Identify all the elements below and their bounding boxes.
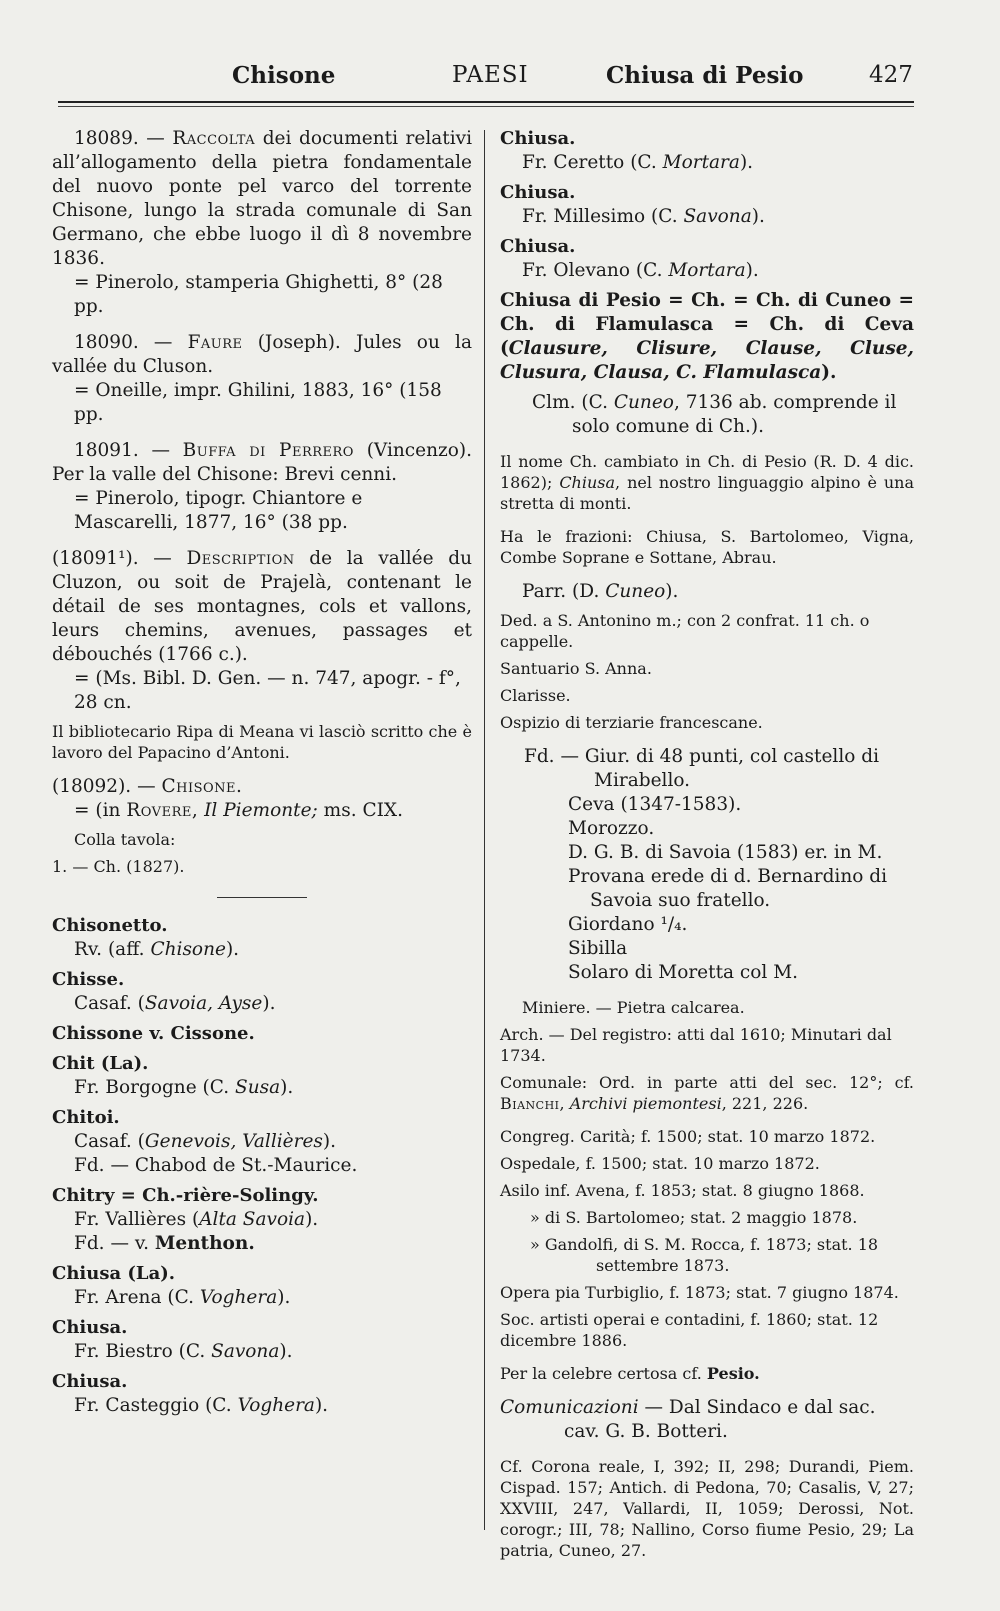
entry-18091-imprint: = Pinerolo, tipogr. Chiantore e Mascarelli, 1877, 16° (38 pp. — [74, 488, 363, 533]
institution-item: Congreg. Carità; f. 1500; stat. 10 marzo 1872. — [500, 1127, 876, 1146]
entry-18091: 18091. — Buffa di Perrero (Vincenzo). Per la valle del Chisone: Brevi cenni. — [52, 440, 472, 485]
comunicazioni-line: Comunicazioni — Dal Sindaco e dal sac. cav. G. B. Botteri. — [500, 1397, 876, 1442]
certosa-line: Per la celebre certosa cf. Pesio. — [500, 1364, 760, 1383]
page-header — [0, 62, 1000, 102]
entry-chisonetto: Chisonetto. Rv. (aff. Chisone). — [52, 915, 240, 960]
left-column — [52, 127, 472, 1418]
entry-18091-1-imprint: = (Ms. Bibl. D. Gen. — n. 747, apogr. - f°, 28 cn. — [74, 668, 461, 713]
fd-section: Fd. — Giur. di 48 punti, col castello di Mirabello. Ceva (1347-1583). Morozzo. D. G. B. di Savoia (1583) er. in M. Provana erede di d. Bernardino di Savoia suo fratello. Giordano ¹/₄. Sibilla Solaro di Moretta col M. — [524, 746, 888, 983]
entry-chiusa-casteggio: Chiusa. Fr. Casteggio (C. Voghera). — [52, 1371, 329, 1416]
entry-chissone: Chissone v. Cissone. — [52, 1023, 255, 1044]
header-left: Chisone — [232, 62, 336, 89]
entry-18092-imprint: = (in Rovere, Il Piemonte; ms. CIX. — [74, 800, 403, 821]
institution-item: Soc. artisti operai e contadini, f. 1860; stat. 12 dicembre 1886. — [500, 1310, 879, 1350]
page-number: 427 — [869, 62, 913, 88]
entry-18092: (18092). — Chisone. — [52, 776, 243, 797]
header-center: PAESI — [452, 62, 529, 88]
frazioni-line: Ha le frazioni: Chiusa, S. Bartolomeo, Vigna, Combe Soprane e Sottane, Abrau. — [500, 527, 914, 567]
tavola-label: Colla tavola: — [74, 830, 176, 849]
entry-18091-1-note: Il bibliotecario Ripa di Meana vi lasciò scritto che è lavoro del Papacino d’Antoni. — [52, 722, 472, 762]
section-rule — [217, 897, 307, 898]
santuario-line: Santuario S. Anna. — [500, 659, 652, 678]
entry-18090-imprint: = Oneille, impr. Ghilini, 1883, 16° (158 pp. — [74, 380, 442, 425]
entry-chisse: Chisse. Casaf. (Savoia, Ayse). — [52, 969, 276, 1014]
column-divider — [484, 130, 485, 1530]
header-right: Chiusa di Pesio — [606, 62, 804, 89]
institutions-list — [500, 1126, 914, 1351]
clarisse-line: Clarisse. — [500, 686, 571, 705]
entry-chiusa-olevano: Chiusa. Fr. Olevano (C. Mortara). — [500, 236, 759, 281]
right-column — [500, 127, 914, 1561]
ospizio-line: Ospizio di terziarie francescane. — [500, 713, 763, 732]
clm-line: Clm. (C. Cuneo, 7136 ab. comprende il solo comune di Ch.). — [532, 392, 897, 437]
main-entry-heading: Chiusa di Pesio = Ch. = Ch. di Cuneo = Ch. di Flamulasca = Ch. di Ceva (Clausure, Clisure, Clause, Cluse, Clusura, Clausa, C. Flamulasca). — [500, 290, 914, 383]
entry-18089-imprint: = Pinerolo, stamperia Ghighetti, 8° (28 pp. — [74, 272, 443, 317]
entry-chitry: Chitry = Ch.-rière-Solingy. Fr. Vallières (Alta Savoia). Fd. — v. Menthon. — [52, 1185, 319, 1254]
institution-item: » di S. Bartolomeo; stat. 2 maggio 1878. — [530, 1208, 858, 1227]
entry-chiusa-ceretto: Chiusa. Fr. Ceretto (C. Mortara). — [500, 128, 754, 173]
entry-chit: Chit (La). Fr. Borgogne (C. Susa). — [52, 1053, 294, 1098]
cf-references: Cf. Corona reale, I, 392; II, 298; Durandi, Piem. Cispad. 157; Antich. di Pedona, 70; Casalis, V, 27; XXVIII, 247, Vallardi, II, 1059; Derossi, Not. corogr.; III, 78; Nallino, Corso fiume Pesio, 29; La patria, Cuneo, 27. — [500, 1457, 914, 1560]
institution-item: Ospedale, f. 1500; stat. 10 marzo 1872. — [500, 1154, 820, 1173]
entry-chiusa-la: Chiusa (La). Fr. Arena (C. Voghera). — [52, 1263, 291, 1308]
header-rule-thin — [58, 106, 914, 107]
institution-item: Asilo inf. Avena, f. 1853; stat. 8 giugno 1868. — [500, 1181, 865, 1200]
nome-note: Il nome Ch. cambiato in Ch. di Pesio (R. D. 4 dic. 1862); Chiusa, nel nostro linguaggio alpino è una stretta di monti. — [500, 452, 915, 513]
arch-line: Arch. — Del registro: atti dal 1610; Minutari dal 1734. — [500, 1025, 892, 1065]
parr-line: Parr. (D. Cuneo). — [522, 581, 679, 602]
header-rule — [58, 101, 914, 103]
entry-chiusa-millesimo: Chiusa. Fr. Millesimo (C. Savona). — [500, 182, 765, 227]
comunale-line: Comunale: Ord. in parte atti del sec. 12°; cf. Bianchi, Archivi piemontesi, 221, 226. — [500, 1073, 914, 1113]
left-gazetteer-entries — [52, 914, 472, 1418]
entry-chitoi: Chitoi. Casaf. (Genevois, Vallières). Fd. — Chabod de St.-Maurice. — [52, 1107, 358, 1176]
entry-18089: 18089. — Raccolta dei documenti relativi all’allogamento della pietra fondamentale del nuovo ponte pel varco del torrente Chisone, lungo la strada comunale di San Germano, che ebbe luogo il dì 8 novembre 1836. — [52, 128, 472, 269]
miniere-line: Miniere. — Pietra calcarea. — [522, 998, 745, 1017]
entry-18091-1: (18091¹). — Description de la vallée du Cluzon, ou soit de Prajelà, contenant le détail de ses montagnes, cols et vallons, leurs chemins, avenues, passages et débouchés (1766 c.). — [52, 548, 472, 665]
institution-item: » Gandolfi, di S. M. Rocca, f. 1873; stat. 18 settembre 1873. — [530, 1235, 879, 1275]
ded-line: Ded. a S. Antonino m.; con 2 confrat. 11 ch. o cappelle. — [500, 611, 870, 651]
entry-18090: 18090. — Faure (Joseph). Jules ou la vallée du Cluson. — [52, 332, 472, 377]
tavola-item: 1. — Ch. (1827). — [52, 857, 185, 876]
entry-chiusa-biestro: Chiusa. Fr. Biestro (C. Savona). — [52, 1317, 293, 1362]
institution-item: Opera pia Turbiglio, f. 1873; stat. 7 giugno 1874. — [500, 1283, 899, 1302]
